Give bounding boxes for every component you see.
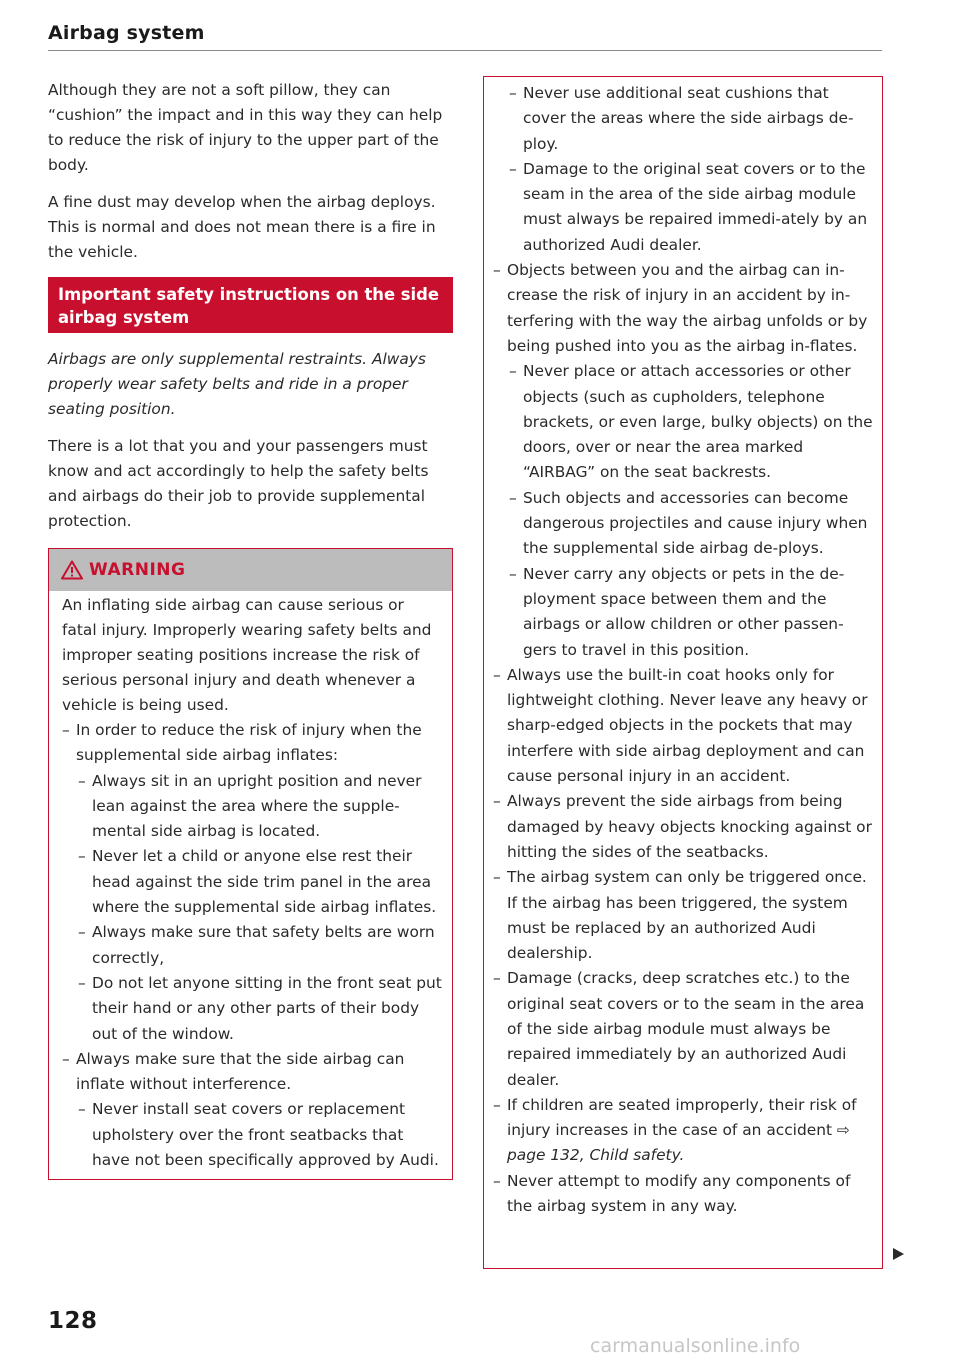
- list-item: [493, 663, 874, 789]
- list-item: [493, 359, 874, 485]
- list-item: [62, 769, 442, 845]
- warning-triangle-icon: [61, 560, 83, 580]
- warning-list: [62, 718, 442, 1173]
- list-item-text: Never place or attach accessories or other objects (such as cupholders, telephone brackets, or even large, bulky objects) on the doors, over or near the area marked “AIRBAG” on the seat backrests.: [523, 362, 873, 482]
- continue-arrow-icon: [893, 1248, 904, 1260]
- list-item-text: Never attempt to modify any components of the airbag system in any way.: [507, 1171, 851, 1216]
- list-item: [493, 966, 874, 1092]
- list-item-text: Never use additional seat cushions that cover the areas where the side airbags de-ploy.: [523, 84, 854, 153]
- list-item-text: Always use the built-in coat hooks only for lightweight clothing. Never leave any heavy or sharp-edged objects in the pockets that may interfere with side airbag deployment and can cause personal injury in an accident.: [507, 665, 868, 786]
- list-item: [62, 1047, 442, 1098]
- list-item: [493, 789, 874, 865]
- list-item: [62, 1097, 442, 1173]
- list-item-text: Do not let anyone sitting in the front seat put their hand or any other parts of their body out of the window.: [92, 973, 442, 1043]
- warning-body: [49, 591, 452, 1179]
- intro-italic: Airbags are only supplemental restraints. Always properly wear safety belts and ride in a proper seating position.: [48, 350, 426, 418]
- list-item: [493, 157, 874, 258]
- list-item: [493, 486, 874, 562]
- header-divider: [48, 50, 882, 51]
- list-item-text: Always make sure that safety belts are worn correctly,: [92, 923, 435, 967]
- list-item-text: Never install seat covers or replacement upholstery over the front seatbacks that have not been specifically approved by Audi.: [92, 1100, 439, 1170]
- paragraph-passengers: There is a lot that you and your passengers must know and act accordingly to help the safety belts and airbags do their job to provide supplemental protection.: [48, 437, 429, 530]
- right-list: [484, 77, 882, 1219]
- section-heading: Important safety instructions on the side airbag system: [48, 277, 453, 333]
- list-item: [62, 971, 442, 1047]
- warning-intro: An inflating side airbag can cause serious or fatal injury. Improperly wearing safety belts and improper seating positions increase the risk of serious personal injury and death whenever a vehicle is being used.: [62, 596, 432, 714]
- list-item-text: Damage (cracks, deep scratches etc.) to the original seat covers or to the seam in the area of the side airbag module must always be repaired immediately by an authorized Audi dealer.: [507, 969, 865, 1089]
- list-item: [493, 865, 874, 966]
- warning-label: WARNING: [89, 560, 186, 580]
- right-column-box: [483, 76, 883, 1269]
- section-title: Airbag system: [48, 22, 205, 44]
- list-item: [493, 81, 874, 157]
- list-item-text: In order to reduce the risk of injury when the supplemental side airbag inflates:: [76, 721, 422, 765]
- list-item-text: Always make sure that the side airbag can inflate without interference.: [76, 1049, 405, 1094]
- list-item-text: Always sit in an upright position and never lean against the area where the supple-mental side airbag is located.: [92, 771, 422, 841]
- left-column: [48, 78, 453, 1180]
- page-number: 128: [48, 1308, 98, 1334]
- list-item: [493, 1093, 874, 1169]
- watermark: carmanualsonline.info: [590, 1335, 801, 1357]
- list-item-text: Always prevent the side airbags from being damaged by heavy objects knocking against or hitting the sides of the seatbacks.: [507, 792, 872, 861]
- list-item-text: Damage to the original seat covers or to the seam in the area of the side airbag module must always be repaired immedi-ately by an authorized Audi dealer.: [523, 159, 868, 254]
- list-item: [493, 562, 874, 663]
- list-item: [62, 844, 442, 920]
- paragraph-cushion: Although they are not a soft pillow, they can “cushion” the impact and in this way they can help to reduce the risk of injury to the upper part of the body.: [48, 81, 443, 174]
- page-reference-link[interactable]: ⇨ page 132, Child safety.: [507, 1121, 850, 1165]
- warning-box: [48, 548, 453, 1180]
- list-item: [62, 718, 442, 769]
- list-item-text: The airbag system can only be triggered once. If the airbag has been triggered, the system must be replaced by an authorized Audi dealership.: [507, 868, 867, 963]
- warning-header: [49, 549, 452, 591]
- list-item-text: Objects between you and the airbag can in-crease the risk of injury in an accident by in-terfering with the way the airbag unfolds or by being pushed into you as the airbag in-flates.: [507, 261, 868, 355]
- list-item: [493, 258, 874, 359]
- list-item-text: Never let a child or anyone else rest their head against the side trim panel in the area where the supplemental side airbag inflates.: [92, 847, 437, 917]
- list-item-text: Such objects and accessories can become dangerous projectiles and cause injury when the supplemental side airbag de-ploys.: [523, 488, 868, 558]
- list-item: [493, 1169, 874, 1220]
- list-item-text: Never carry any objects or pets in the de-ployment space between them and the airbags or allow children or other passen-gers to travel in this position.: [523, 564, 845, 659]
- paragraph-fine-dust: A fine dust may develop when the airbag deploys. This is normal and does not mean there is a fire in the vehicle.: [48, 193, 436, 261]
- list-item: [62, 920, 442, 971]
- list-item-text: If children are seated improperly, their risk of injury increases in the case of an accident: [507, 1095, 857, 1140]
